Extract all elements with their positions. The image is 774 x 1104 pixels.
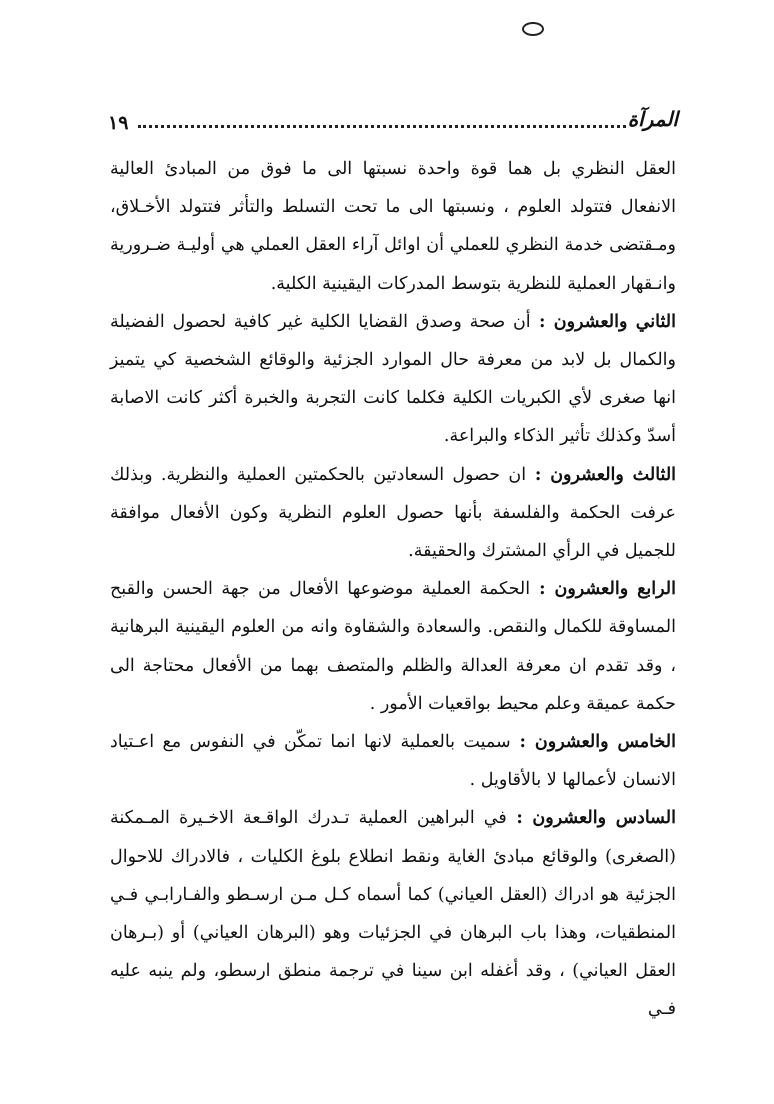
paragraph bbox=[110, 723, 676, 799]
paragraph bbox=[110, 303, 676, 456]
header-logo: المرآة bbox=[627, 107, 678, 131]
top-ornament-icon bbox=[522, 22, 544, 36]
body-text bbox=[110, 150, 676, 1029]
paragraph-heading: الخامس والعشرون : bbox=[510, 732, 676, 753]
page-number: ١٩ bbox=[108, 112, 129, 134]
paragraph bbox=[110, 456, 676, 571]
paragraph-text: العقل النظري بل هما قوة واحدة نسبتها الى ما فوق من المبادئ العالية الانفعال فتتولد العلوم ، ونسبتها الى ما تحت التسلط والتأثر فتتولد الأخـلاق، ومـقتضى خدمة النظري للعملي أن اوائل آراء العقل العملي هي أوليـة ضـرورية وانـقهار العملية للنظرية بتوسط المدركات اليقينية الكلية. bbox=[110, 159, 676, 294]
paragraph-text: سميت بالعملية لانها انما تمكّن في النفوس مع اعـتياد الانسان لأعمالها لا بالأقاويل . bbox=[110, 732, 676, 791]
paragraph bbox=[110, 799, 676, 1028]
paragraph-text: الحكمة العملية موضوعها الأفعال من جهة الحسن والقبح المساوقة للكمال والنقص. والسعادة والشقاوة وانه من العلوم اليقينية البرهانية ، وقد تقدم ان معرفة العدالة والظلم والمتصف بهما من الأفعال محتاجة الى حكمة عميقة وعلم محيط بواقعيات الأمور . bbox=[110, 579, 676, 714]
running-header bbox=[108, 107, 678, 136]
paragraph-heading: السادس والعشرون : bbox=[506, 808, 676, 829]
paragraph-text: ان حصول السعادتين بالحكمتين العملية والنظرية. وبذلك عرفت الحكمة والفلسفة بأنها حصول العلوم النظرية وكون الأفعال موافقة للجميل في الرأي المشترك والحقيقة. bbox=[110, 464, 676, 562]
dotted-leader bbox=[138, 125, 626, 128]
paragraph-heading: الرابع والعشرون : bbox=[530, 579, 676, 600]
paragraph bbox=[110, 150, 676, 303]
paragraph-heading: الثاني والعشرون : bbox=[530, 311, 676, 332]
paragraph-text: في البراهين العملية تـدرك الواقـعة الاخـيرة المـمكنة (الصغرى) والوقائع مبادئ الغاية ونقط انطلاع بلوغ الكليات ، فالادراك للاحوال الجزئية هو ادراك (العقل العياني) كما أسماه كـل مـن ارسـطو والفـارابـي فـي المنطقيات، وهذا باب البرهان في الجزئيات وهو (البرهان العياني) أو (بـرهان العقل العياني) ، وقد أغفله ابن سينا في ترجمة منطق ارسطو، ولم ينبه عليه فـي bbox=[110, 808, 676, 1020]
paragraph-text: أن صحة وصدق القضايا الكلية غير كافية لحصول الفضيلة والكمال بل لابد من معرفة حال الموارد الجزئية والوقائع الشخصية كي يتميز انها صغرى لأي الكبريات الكلية فكلما كانت التجربة والخبرة أكثر كانت الاصابة أسدّ وكذلك تأثير الذكاء والبراعة. bbox=[110, 311, 676, 447]
paragraph-heading: الثالث والعشرون : bbox=[526, 464, 677, 485]
paragraph bbox=[110, 570, 676, 723]
